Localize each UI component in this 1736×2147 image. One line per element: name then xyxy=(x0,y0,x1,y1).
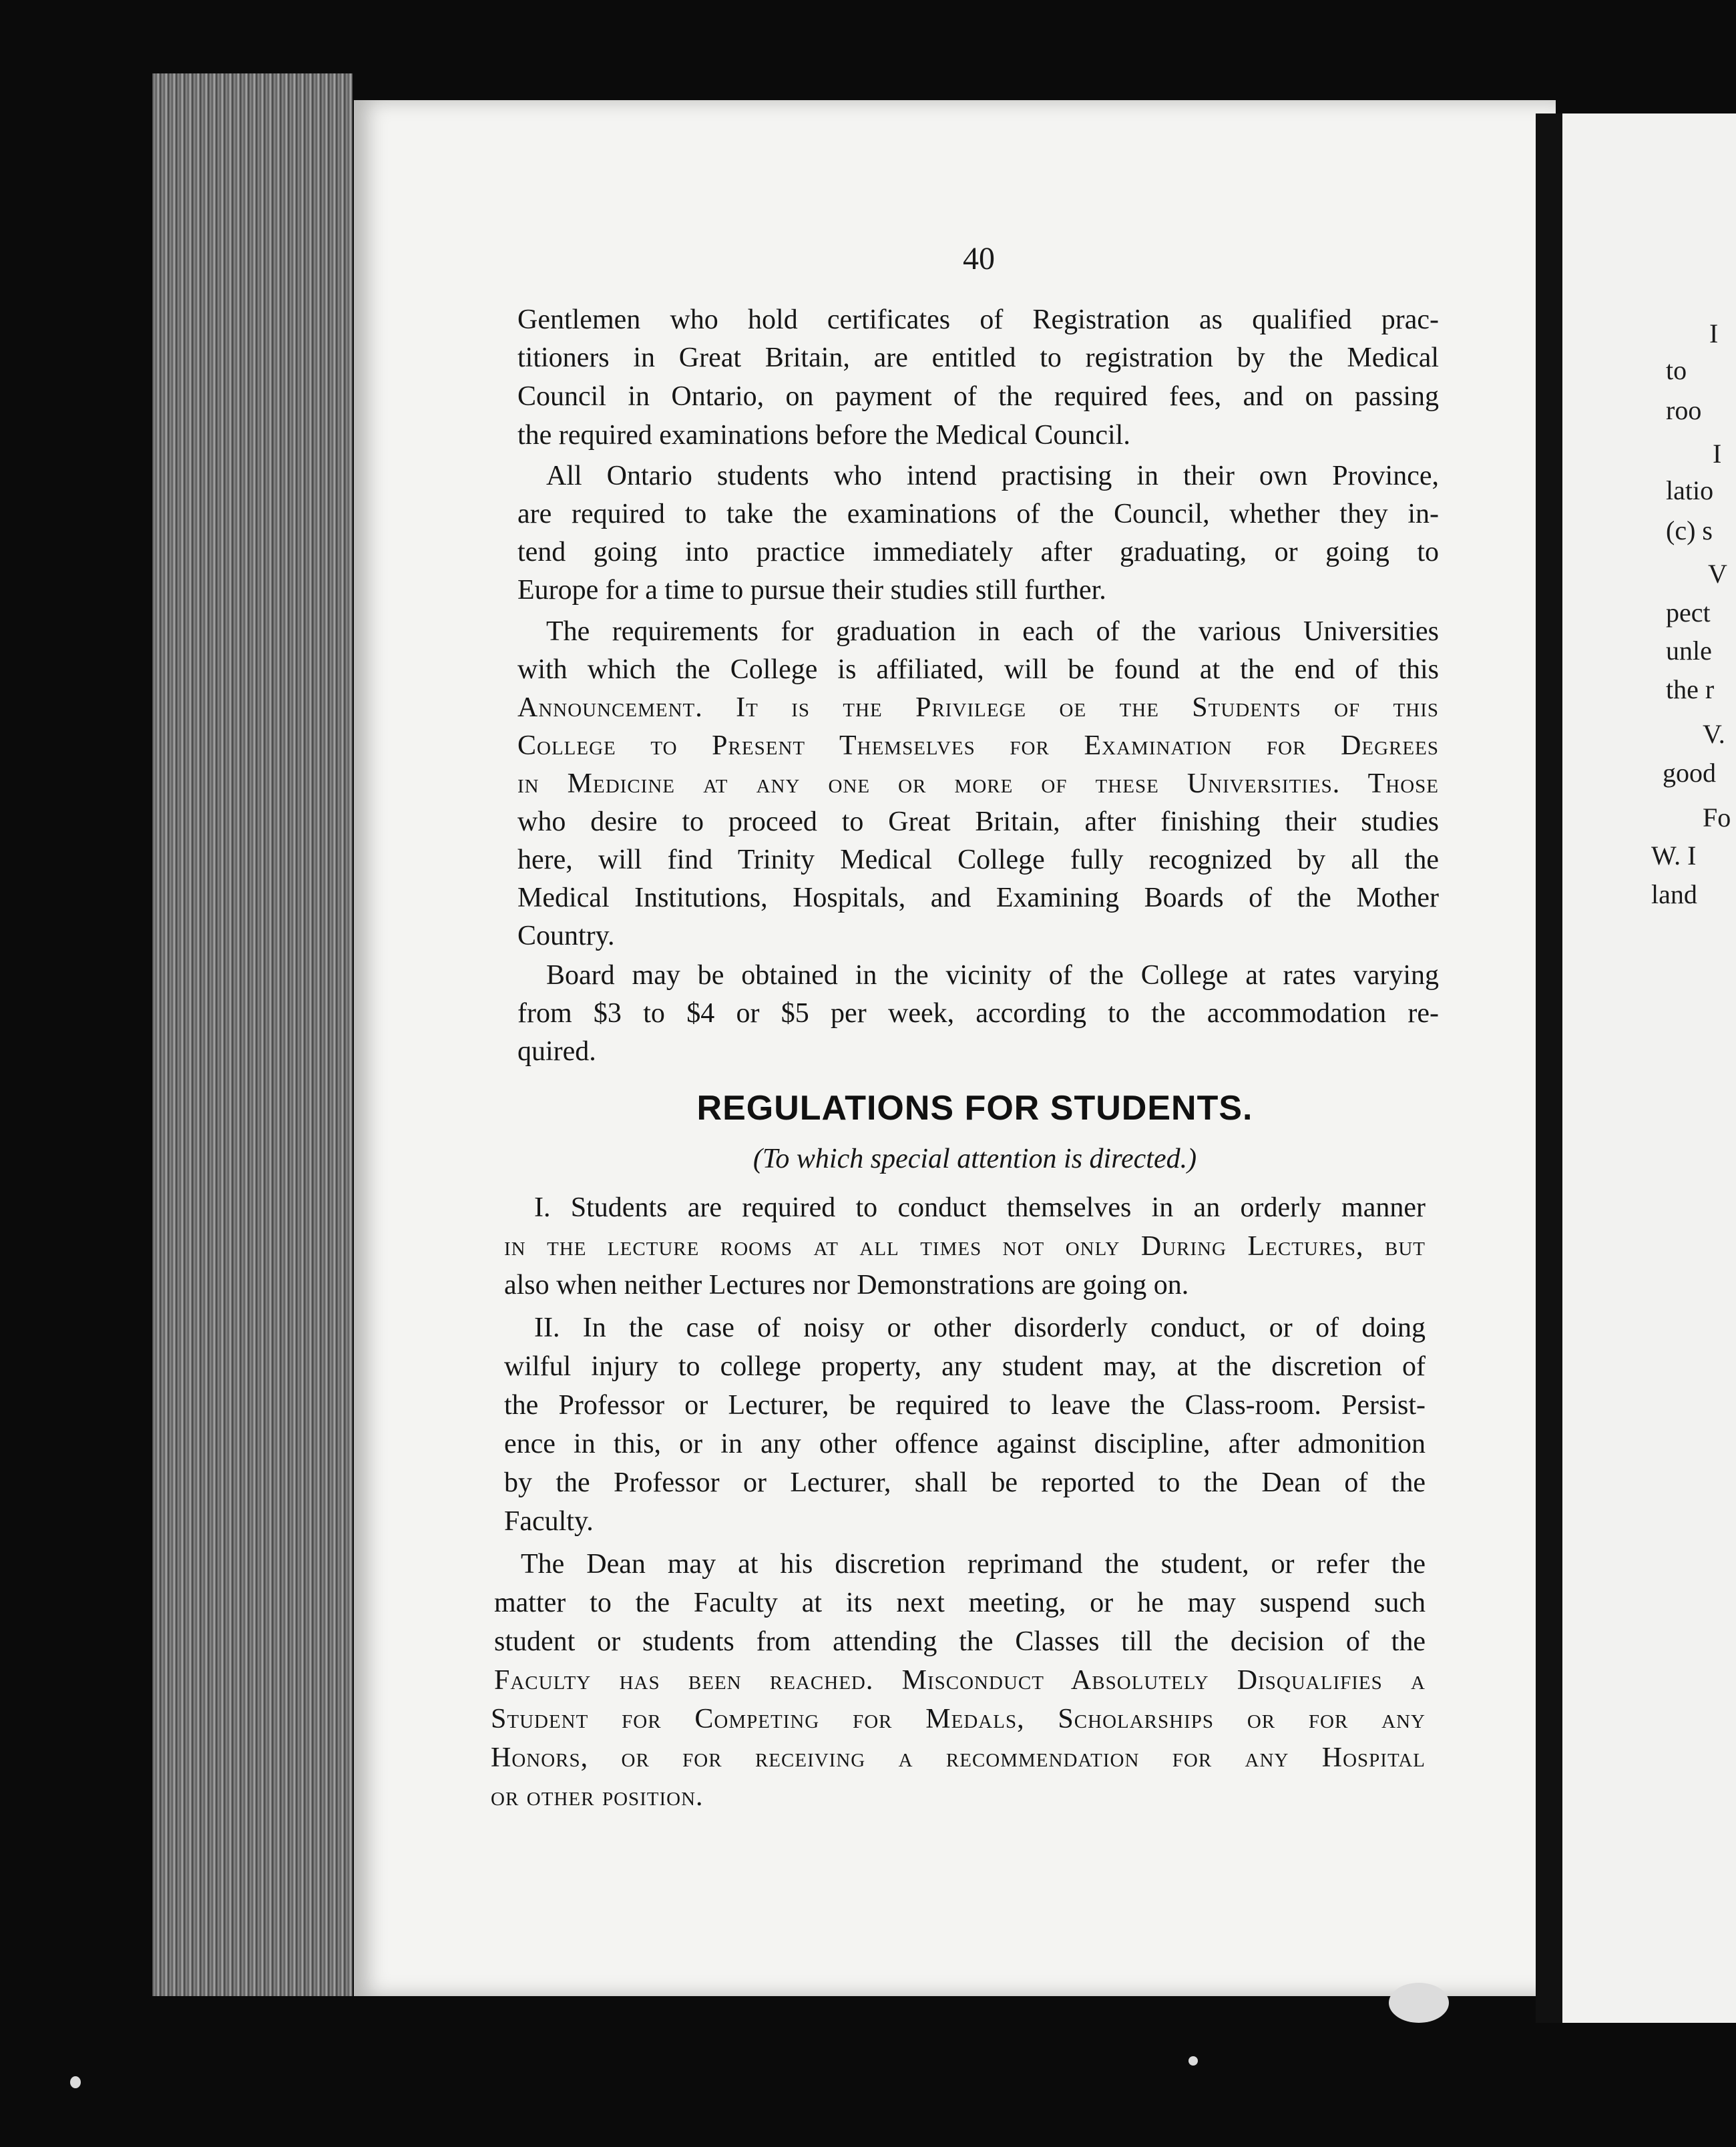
regulation-line: Student for Competing for Medals, Scholarships or for any xyxy=(491,1704,1426,1734)
book-page-edges xyxy=(152,73,353,1996)
paragraph-line: All Ontario students who intend practising in their own Province, xyxy=(546,461,1439,491)
paragraph-line: Medical Institutions, Hospitals, and Examining Boards of the Mother xyxy=(517,883,1439,913)
paragraph-line: tend going into practice immediately after graduating, or going to xyxy=(517,537,1439,567)
right-page-fragment: to xyxy=(1666,355,1687,385)
paragraph-line: here, will find Trinity Medical College fully recognized by all the xyxy=(517,845,1439,875)
regulation-line: in the lecture rooms at all times not only During Lectures, but xyxy=(504,1231,1426,1262)
right-page-fragment: V xyxy=(1708,559,1727,589)
right-page-fragment: I xyxy=(1713,439,1722,469)
right-page-fragment: I xyxy=(1709,318,1719,348)
paragraph-line: College to Present Themselves for Examination for Degrees xyxy=(517,730,1439,761)
right-page-fragment: Fo xyxy=(1703,802,1731,832)
regulation-line: wilful injury to college property, any student may, at the discretion of xyxy=(504,1351,1426,1382)
paragraph-line: are required to take the examinations of the Council, whether they in- xyxy=(517,499,1439,529)
regulation-line: ence in this, or in any other offence against discipline, after admonition xyxy=(504,1429,1426,1459)
regulation-line: by the Professor or Lecturer, shall be reported to the Dean of the xyxy=(504,1467,1426,1498)
regulation-line: I. Students are required to conduct themselves in an orderly manner xyxy=(534,1192,1426,1223)
section-heading: REGULATIONS FOR STUDENTS. xyxy=(696,1089,1253,1128)
right-page-fragment: W. I xyxy=(1651,841,1697,871)
right-page-fragment: the r xyxy=(1666,674,1715,704)
paragraph-line: Announcement. It is the Privilege oe the Students of this xyxy=(517,692,1439,723)
paragraph-line: The requirements for graduation in each of the various Universities xyxy=(546,616,1439,647)
regulation-line: Faculty. xyxy=(504,1506,594,1537)
paragraph-line: Country. xyxy=(517,921,615,951)
scan-debris xyxy=(1389,1983,1449,2023)
page-number: 40 xyxy=(963,241,995,276)
right-page-fragment: unle xyxy=(1666,636,1712,666)
regulation-line: the Professor or Lecturer, be required to leave the Class-room. Persist- xyxy=(504,1390,1426,1421)
regulation-line: matter to the Faculty at its next meeting, or he may suspend such xyxy=(494,1588,1426,1618)
regulation-line: also when neither Lectures nor Demonstrations are going on. xyxy=(504,1270,1189,1300)
right-page-fragment: V. xyxy=(1703,719,1725,749)
paragraph-line: titioners in Great Britain, are entitled to registration by the Medical xyxy=(517,342,1439,373)
right-page-fragment: land xyxy=(1651,879,1697,909)
paragraph-line: Board may be obtained in the vicinity of the College at rates varying xyxy=(546,960,1439,991)
book-gutter xyxy=(1536,113,1562,2023)
paragraph-line: in Medicine at any one or more of these Universities. Those xyxy=(517,768,1439,799)
regulation-line: Faculty has been reached. Misconduct Absolutely Disqualifies a xyxy=(494,1665,1426,1696)
regulation-line: II. In the case of noisy or other disorderly conduct, or of doing xyxy=(534,1313,1426,1343)
paragraph-line: Europe for a time to pursue their studies still further. xyxy=(517,575,1106,606)
paragraph-line: who desire to proceed to Great Britain, after finishing their studies xyxy=(517,806,1439,837)
right-page-fragment: latio xyxy=(1666,475,1714,505)
regulation-line: The Dean may at his discretion reprimand the student, or refer the xyxy=(521,1549,1426,1580)
regulation-line: Honors, or for receiving a recommendation for any Hospital xyxy=(491,1742,1426,1773)
scan-debris xyxy=(70,2076,81,2088)
scan-debris xyxy=(1188,2056,1198,2066)
paragraph-line: from $3 to $4 or $5 per week, according to the accommodation re- xyxy=(517,998,1439,1029)
right-page-fragment: (c) s xyxy=(1666,515,1713,545)
paragraph-line: quired. xyxy=(517,1036,596,1067)
section-subheading: (To which special attention is directed.) xyxy=(752,1144,1197,1174)
right-page-fragment: pect xyxy=(1666,598,1711,628)
regulation-line: or other position. xyxy=(491,1781,704,1812)
paragraph-line: Council in Ontario, on payment of the required fees, and on passing xyxy=(517,381,1439,412)
right-page-fragment: roo xyxy=(1666,395,1702,425)
right-page-fragment: good xyxy=(1663,758,1716,788)
right-page xyxy=(1562,113,1736,2023)
paragraph-line: with which the College is affiliated, will be found at the end of this xyxy=(517,654,1439,685)
paragraph-line: Gentlemen who hold certificates of Registration as qualified prac- xyxy=(517,304,1439,335)
regulation-line: student or students from attending the Classes till the decision of the xyxy=(494,1626,1426,1657)
paragraph-line: the required examinations before the Medical Council. xyxy=(517,420,1130,451)
